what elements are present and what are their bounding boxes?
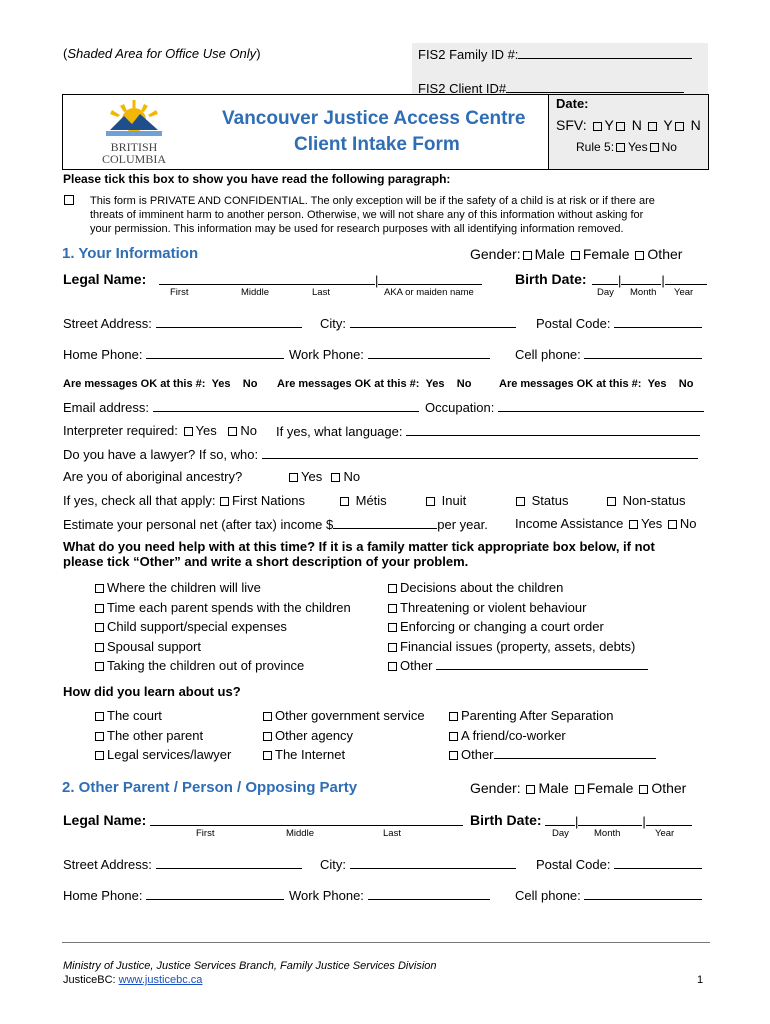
city-field[interactable]: City: [320, 315, 516, 331]
s2-home-phone-field[interactable]: Home Phone: [63, 887, 284, 903]
income-assistance-row[interactable]: Income Assistance Yes No [515, 516, 697, 531]
sun-mountains-icon [96, 98, 172, 138]
footer-divider [62, 942, 710, 943]
learn-option[interactable]: Parenting After Separation [447, 706, 656, 726]
status-option[interactable]: Status [514, 493, 568, 508]
help-option[interactable]: Spousal support [93, 637, 351, 657]
help-option-other[interactable]: Other [386, 656, 648, 676]
s2-cell-phone-field[interactable]: Cell phone: [515, 887, 702, 903]
learn-option[interactable]: Other government service [261, 706, 425, 726]
occupation-field[interactable]: Occupation: [425, 399, 704, 415]
first-nations-option[interactable]: First Nations [218, 493, 305, 508]
home-phone-field[interactable]: Home Phone: [63, 346, 284, 362]
s2-work-phone-field[interactable]: Work Phone: [289, 887, 490, 903]
bc-logo [96, 98, 172, 164]
privacy-instruction: Please tick this box to show you have read the following paragraph: [63, 172, 451, 186]
msg-ok-cell[interactable]: Are messages OK at this #: Yes No [499, 378, 694, 390]
section2-birth-date-field[interactable]: | | [545, 813, 692, 829]
logo-text: BRITISH COLUMBIA [101, 140, 166, 166]
section2-gender-row[interactable]: Gender: Male Female Other [470, 780, 687, 796]
first-caption: First [170, 287, 189, 298]
year-caption: Year [674, 287, 694, 298]
help-option[interactable]: Enforcing or changing a court order [386, 617, 648, 637]
aboriginal-options[interactable]: Yes No [287, 469, 360, 484]
rule5-row[interactable]: Rule 5: Yes No [576, 140, 677, 154]
legal-name-label: Legal Name: [63, 271, 147, 287]
shaded-note: (Shaded Area for Office Use Only) [63, 46, 261, 61]
birth-date-label: Birth Date: [515, 271, 587, 287]
privacy-read-checkbox[interactable] [64, 195, 74, 205]
learn-option[interactable]: A friend/co-worker [447, 726, 656, 746]
learn-option[interactable]: Legal services/lawyer [93, 745, 231, 765]
sfv-row[interactable]: SFV: Y N Y N [556, 117, 701, 133]
help-option[interactable]: Taking the children out of province [93, 656, 351, 676]
language-field[interactable]: If yes, what language: [276, 423, 700, 439]
msg-ok-home[interactable]: Are messages OK at this #: Yes No [63, 378, 258, 390]
aboriginal-label: Are you of aboriginal ancestry? [63, 469, 243, 484]
birth-date-field[interactable]: | | [592, 272, 707, 288]
postal-code-field[interactable]: Postal Code: [536, 315, 702, 331]
learn-option-other[interactable]: Other [447, 745, 656, 765]
privacy-paragraph: This form is PRIVATE AND CONFIDENTIAL. The only exception will be if the safety of a child is at risk or if there are threats of imminent harm to another person. Otherwise, we will not share any of this information without asking for your permission. This information may be used for research purposes with all identifying information removed. [90, 195, 655, 235]
learn-col1 [93, 706, 231, 765]
learn-option[interactable]: The other parent [93, 726, 231, 746]
s2-month-caption: Month [594, 828, 621, 839]
help-question: What do you need help with at this time? If it is a family matter tick appropriate box below, if not please tick “Other” and write a short description of your problem. [63, 539, 655, 569]
learn-col3 [447, 706, 656, 765]
help-option[interactable]: Time each parent spends with the children [93, 598, 351, 618]
page-number: 1 [697, 974, 704, 986]
inuit-option[interactable]: Inuit [424, 493, 466, 508]
email-field[interactable]: Email address: [63, 399, 419, 415]
metis-option[interactable]: Métis [338, 493, 387, 508]
cell-phone-field[interactable]: Cell phone: [515, 346, 702, 362]
income-field[interactable]: Estimate your personal net (after tax) income $ per year. [63, 517, 488, 532]
gender-row[interactable]: Gender: Male Female Other [470, 246, 683, 262]
s2-last-caption: Last [383, 828, 401, 839]
s2-street-address-field[interactable]: Street Address: [63, 856, 302, 872]
street-address-field[interactable]: Street Address: [63, 315, 302, 331]
day-caption: Day [597, 287, 614, 298]
lawyer-field[interactable]: Do you have a lawyer? If so, who: [63, 446, 698, 462]
form-title: Vancouver Justice Access Centre [222, 108, 526, 129]
s2-middle-caption: Middle [286, 828, 314, 839]
non-status-option[interactable]: Non-status [605, 493, 686, 508]
s2-year-caption: Year [655, 828, 675, 839]
help-right-list [386, 578, 648, 676]
s2-city-field[interactable]: City: [320, 856, 516, 872]
section2-legal-name-label: Legal Name: [63, 812, 147, 828]
check-all-label: If yes, check all that apply: [63, 493, 216, 508]
learn-option[interactable]: Other agency [261, 726, 425, 746]
msg-ok-work[interactable]: Are messages OK at this #: Yes No [277, 378, 472, 390]
learn-question: How did you learn about us? [63, 684, 241, 699]
interpreter-row[interactable]: Interpreter required: Yes No [63, 423, 257, 438]
footer-ministry: Ministry of Justice, Justice Services Branch, Family Justice Services Division [63, 960, 437, 972]
learn-col2 [261, 706, 425, 765]
aka-caption: AKA or maiden name [384, 287, 474, 298]
learn-option[interactable]: The court [93, 706, 231, 726]
section2-legal-name-field[interactable] [150, 813, 463, 829]
date-label: Date: [556, 96, 589, 111]
help-option[interactable]: Decisions about the children [386, 578, 648, 598]
family-id-field[interactable]: FIS2 Family ID #: [418, 46, 692, 62]
section1-heading: 1. Your Information [62, 245, 199, 262]
section2-heading: 2. Other Parent / Person / Opposing Party [62, 779, 358, 796]
s2-day-caption: Day [552, 828, 569, 839]
section2-birth-date-label: Birth Date: [470, 812, 542, 828]
justicebc-link[interactable]: www.justicebc.ca [118, 974, 203, 986]
s2-first-caption: First [196, 828, 215, 839]
help-option[interactable]: Where the children will live [93, 578, 351, 598]
s2-postal-code-field[interactable]: Postal Code: [536, 856, 702, 872]
help-left-list [93, 578, 351, 676]
help-option[interactable]: Financial issues (property, assets, debts) [386, 637, 648, 657]
month-caption: Month [630, 287, 657, 298]
legal-name-field[interactable]: | [159, 272, 482, 288]
learn-option[interactable]: The Internet [261, 745, 425, 765]
footer-justicebc: JusticeBC: www.justicebc.ca [63, 974, 203, 986]
form-subtitle: Client Intake Form [294, 134, 460, 155]
middle-caption: Middle [241, 287, 269, 298]
help-option[interactable]: Threatening or violent behaviour [386, 598, 648, 618]
last-caption: Last [312, 287, 330, 298]
work-phone-field[interactable]: Work Phone: [289, 346, 490, 362]
client-id-field[interactable]: FIS2 Client ID# [418, 80, 684, 96]
help-option[interactable]: Child support/special expenses [93, 617, 351, 637]
